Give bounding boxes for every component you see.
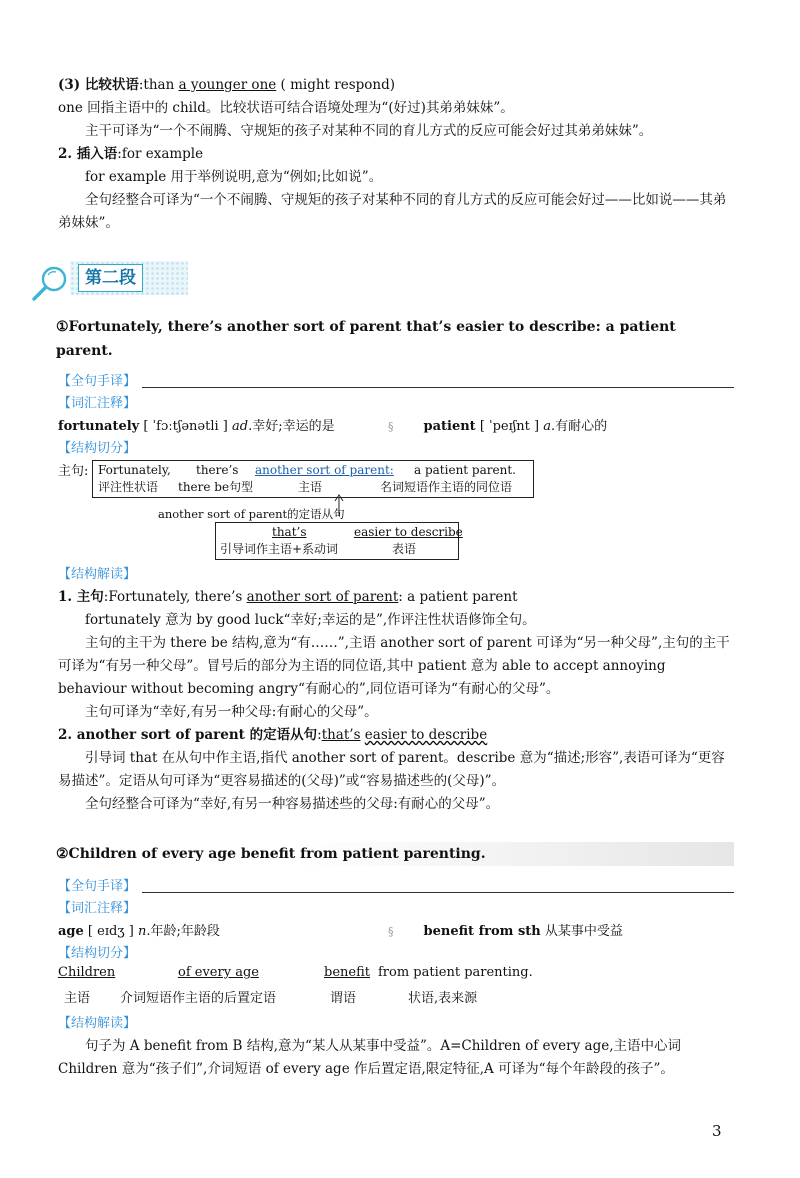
vocab-row: fortunately [ ˈfɔːtʃənətli ] ad.幸好;幸运的是 § patient [ ˈpeɪʃnt ] a.有耐心的 xyxy=(58,415,734,438)
translate-row xyxy=(58,876,734,898)
tag-vocab: 【词汇注释】 xyxy=(58,396,137,411)
paragraph: for example 用于举例说明,意为“例如;比如说”。 xyxy=(85,169,383,185)
paragraph: 主句可译为“幸好,有另一种父母:有耐心的父母”。 xyxy=(85,704,378,720)
paragraph: 全句经整合可译为“一个不闹腾、守规矩的孩子对某种不同的育儿方式的反应可能会好过——比如说——其弟弟妹妹”。 xyxy=(58,192,727,231)
tag-translate: 【全句手译】 xyxy=(58,879,137,894)
structure-breakdown: Children of every age benefit from patient parenting. 主语 介词短语作主语的后置定语 谓语 状语,表来源 xyxy=(58,965,533,1006)
paragraph: 主干可译为“一个不闹腾、守规矩的孩子对某种不同的育儿方式的反应可能会好过其弟弟妹妹”。 xyxy=(85,123,653,139)
page-number: 3 xyxy=(712,1122,722,1140)
tag-translate: 【全句手译】 xyxy=(58,374,137,389)
tag-struct: 【结构切分】 xyxy=(58,946,137,961)
sentence-1: ①Fortunately, there’s another sort of parent that’s easier to describe: a patient parent. xyxy=(56,319,676,359)
vocab-separator: § xyxy=(388,420,394,433)
tag-vocab: 【词汇注释】 xyxy=(58,901,137,916)
comparison-label: (3) 比较状语 xyxy=(58,77,139,93)
sentence-2: ②Children of every age benefit from patient parenting. xyxy=(56,842,734,866)
analysis-2-heading: 2. another sort of parent 的定语从句:that’s easier to describe xyxy=(58,727,488,743)
vocab-word: patient xyxy=(423,419,476,434)
comparison-line: (3) 比较状语:than a younger one ( might respond) xyxy=(58,77,396,93)
section-banner xyxy=(70,261,188,295)
clause-label: another sort of parent的定语从句 xyxy=(158,507,345,521)
answer-line[interactable] xyxy=(142,387,734,388)
paragraph: one 回指主语中的 child。比较状语可结合语境处理为“(好过)其弟弟妹妹”。 xyxy=(58,100,514,116)
insert-line: 2. 插入语:for example xyxy=(58,146,204,162)
vocab-word: benefit from sth xyxy=(423,924,541,939)
magnifier-icon xyxy=(30,263,70,303)
translate-row xyxy=(58,371,734,393)
paragraph: 句子为 A benefit from B 结构,意为“某人从某事中受益”。A=Children of every age,主语中心词 Children 意为“孩子们”,介词短语 of every age 作后置定语,限定特征,A 可译为“每个年龄段的孩子”。 xyxy=(58,1038,681,1077)
tag-struct: 【结构切分】 xyxy=(58,441,137,456)
analysis-1-heading: 1. 主句:Fortunately, there’s another sort of parent: a patient parent xyxy=(58,589,518,605)
vocab-word: fortunately xyxy=(58,419,140,434)
answer-line[interactable] xyxy=(142,892,734,893)
vocab-separator: § xyxy=(388,925,394,938)
vocab-row: age [ eɪdʒ ] n.年龄;年龄段 § benefit from sth 从某事中受益 xyxy=(58,920,734,943)
vocab-word: age xyxy=(58,924,84,939)
tag-analysis: 【结构解读】 xyxy=(58,567,137,582)
paragraph: 主句的主干为 there be 结构,意为“有……”,主语 another sort of parent 可译为“另一种父母”,主句的主干可译为“有另一种父母”。冒号后的部分为主语的同位语,其中 patient 意为 able to accept annoying behaviour without becoming angry“有耐心的”,同位语可译为“有耐心的父母”。 xyxy=(58,635,730,697)
page-content xyxy=(58,74,734,1081)
paragraph: fortunately 意为 by good luck“幸好;幸运的是”,作评注性状语修饰全句。 xyxy=(85,612,536,628)
section-title: 第二段 xyxy=(78,264,143,292)
structure-diagram: 主句: Fortunately, there’s another sort of parent: a patient parent. 评注性状语 there be句型 主语 名词短语作主语的同位语 another sort of parent的定语从句 that’s easier to describe 引导词作主语+系动词 表语 xyxy=(58,460,734,564)
section-header xyxy=(30,259,734,305)
main-clause-label: 主句: xyxy=(58,464,89,479)
paragraph: 引导词 that 在从句中作主语,指代 another sort of parent。describe 意为“描述;形容”,表语可译为“更容易描述”。定语从句可译为“更容易描述的(父母)”或“容易描述些的(父母)”。 xyxy=(58,750,725,789)
insert-label: 2. 插入语 xyxy=(58,146,118,162)
paragraph: 全句经整合可译为“幸好,有另一种容易描述些的父母:有耐心的父母”。 xyxy=(85,796,500,812)
tag-analysis: 【结构解读】 xyxy=(58,1016,137,1031)
